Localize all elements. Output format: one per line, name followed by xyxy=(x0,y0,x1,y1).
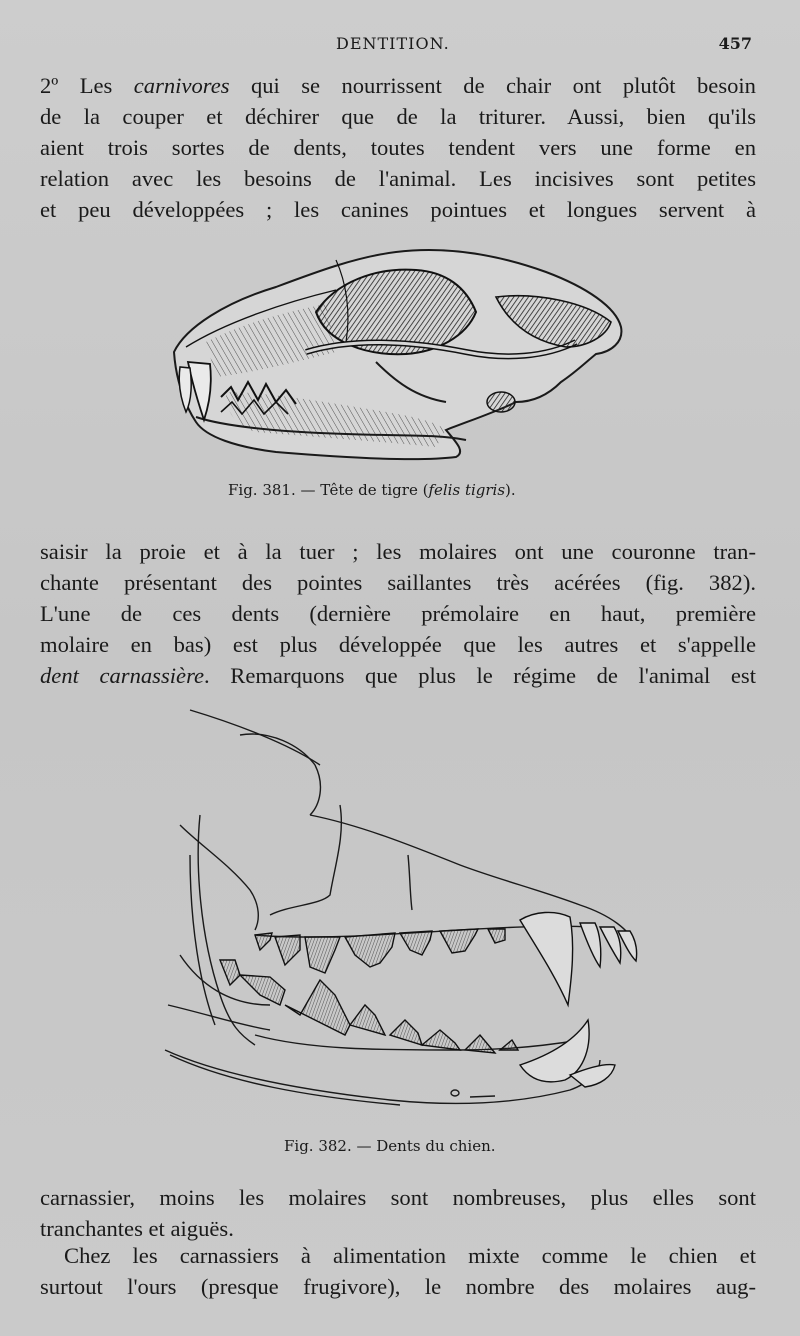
text-line xyxy=(40,70,756,101)
text-line: saisir la proie et à la tuer ; les molaires ont une couronne tran- xyxy=(40,539,756,564)
italic-term: dent carnassière xyxy=(40,663,205,688)
text-line: L'une de ces dents (dernière prémolaire en haut, première xyxy=(40,601,756,626)
figure-caption: Fig. 382. — Dents du chien. xyxy=(284,1137,496,1155)
tiger-skull-illustration xyxy=(166,242,626,472)
paragraph-mixed-diet xyxy=(40,1240,756,1302)
text-line: de la couper et déchirer que de la triturer. Aussi, bien qu'ils xyxy=(40,104,756,129)
text-line: chante présentant des pointes saillantes très acérées (fig. 382). xyxy=(40,570,756,595)
text-run: qui se nourrissent de chair ont plutôt besoin xyxy=(229,73,756,98)
text-line: tranchantes et aiguës. xyxy=(40,1216,234,1241)
caption-text: Fig. 381. — Tête de tigre ( xyxy=(228,481,429,499)
text-line: et peu développées ; les canines pointues et longues servent à xyxy=(40,197,756,222)
text-line: carnassier, moins les molaires sont nombreuses, plus elles sont xyxy=(40,1185,756,1210)
caption-text: ). xyxy=(505,481,516,499)
text-run: 2º Les xyxy=(40,73,134,98)
text-line xyxy=(40,660,756,691)
text-line: relation avec les besoins de l'animal. Les incisives sont petites xyxy=(40,166,756,191)
text-line: surtout l'ours (presque frugivore), le nombre des molaires aug- xyxy=(40,1274,756,1299)
dog-teeth-illustration xyxy=(160,705,650,1125)
caption-italic: felis tigris xyxy=(428,481,506,499)
running-head: DENTITION. xyxy=(336,34,450,53)
paragraph-carnivores xyxy=(40,70,756,225)
figure-dog-teeth xyxy=(160,705,650,1125)
paragraph-carnassier xyxy=(40,1182,756,1244)
figure-tiger-skull xyxy=(166,242,626,472)
paragraph-molars xyxy=(40,536,756,691)
page-header xyxy=(0,34,800,60)
text-line: aient trois sortes de dents, toutes tendent vers une forme en xyxy=(40,135,756,160)
text-line: Chez les carnassiers à alimentation mixte comme le chien et xyxy=(64,1243,756,1268)
italic-term: carnivores xyxy=(133,73,230,98)
page-number: 457 xyxy=(718,34,752,53)
text-line: molaire en bas) est plus développée que les autres et s'appelle xyxy=(40,632,756,657)
text-run: . Remarquons que plus le régime de l'animal est xyxy=(204,663,756,688)
figure-caption xyxy=(228,481,516,499)
